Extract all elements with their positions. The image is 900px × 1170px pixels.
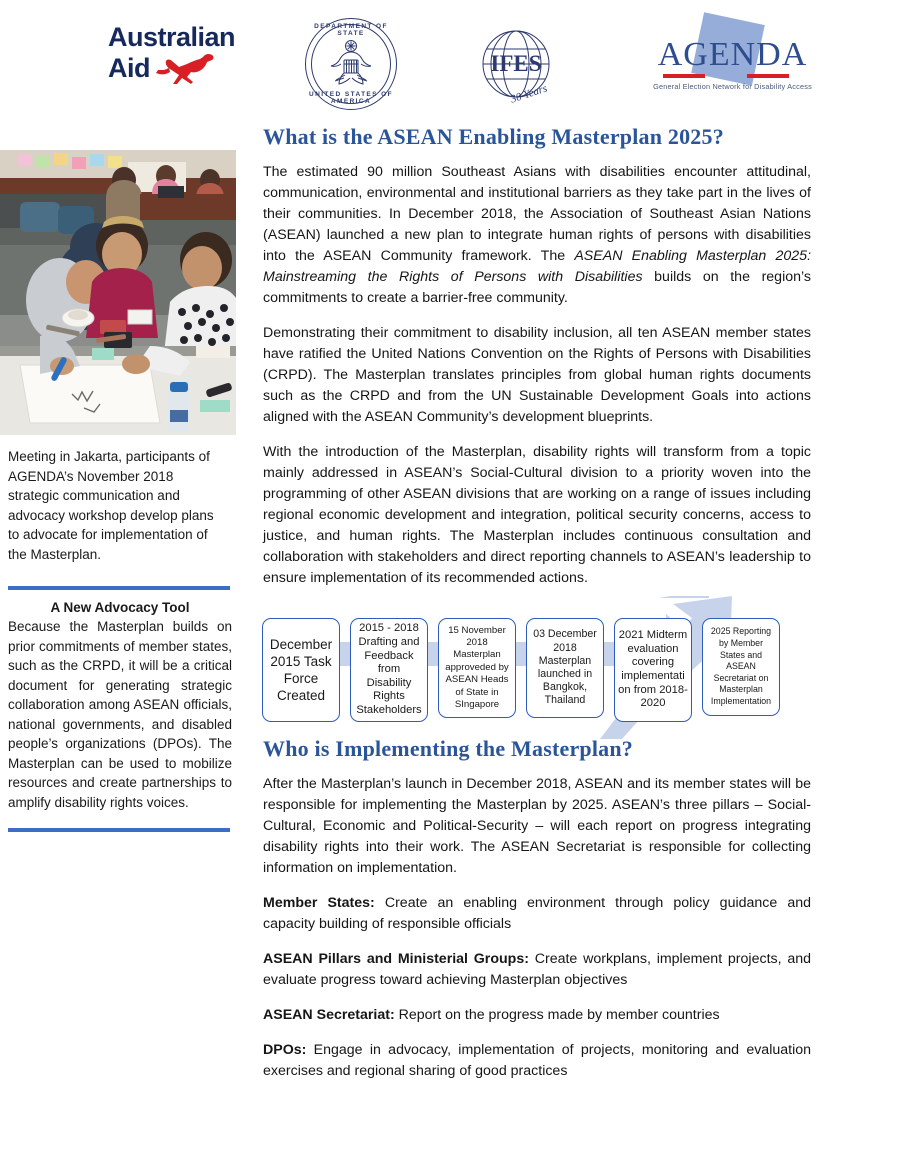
timeline-step-4-text: 03 December 2018 Masterplan launched in Bangkok, Thailand [533, 628, 597, 707]
role-dpos-text: Engage in advocacy, implementation of projects, monitoring and evaluation exercises and regional sharing of good practices [263, 1042, 811, 1079]
role-asean-pillars-label: ASEAN Pillars and Ministerial Groups: [263, 951, 529, 967]
timeline-step-5 [614, 618, 692, 722]
australian-aid-line2: Aid [108, 52, 150, 83]
role-asean-secretariat [263, 1005, 811, 1026]
main-content-lower [263, 736, 811, 1082]
p1-italic-title: ASEAN Enabling Masterplan 2025: Mainstreaming the Rights of Persons with Disabilities [263, 248, 812, 285]
agenda-red-bar-right [747, 74, 789, 78]
sidebar-body-text: Because the Masterplan builds on prior commitments of member states, such as the CRPD, it will be a critical document for generating strategic collaboration among ASEAN officials, national governments, and disabled people’s organizations (DPOs). The Masterplan can be used to mobilize resources and create partnerships to amplify disability rights voices. [8, 619, 232, 810]
kangaroo-icon [156, 51, 218, 85]
timeline-step-2 [350, 618, 428, 722]
role-dpos [263, 1040, 811, 1082]
timeline-step-2-text: 2015 - 2018 Drafting and Feedback from Disability Rights Stakeholders [356, 622, 422, 716]
role-asean-pillars-text: Create workplans, implement projects, and evaluate progress toward achieving Masterplan objectives [263, 951, 811, 988]
role-member-states-text: Create an enabling environment through policy guidance and capacity building of responsible officials [263, 895, 811, 932]
timeline-step-6 [702, 618, 780, 716]
eagle-seal-icon [305, 18, 397, 110]
timeline-step-6-text: 2025 Reporting by Member States and ASEAN Secretariat on Masterplan Implementation [710, 626, 772, 706]
timeline-step-1-text: December 2015 Task Force Created [269, 637, 333, 703]
p1-part-a: The estimated 90 million Southeast Asians with disabilities encounter attitudinal, communication, environmental and institutional barriers as they take part in the lives of their communities. In December 2018, the Association of Southeast Asian Nations (ASEAN) launched a new plan to integrate human rights of persons with disabilities into the ASEAN Community framework. The [263, 164, 811, 264]
sidebar-heading: A New Advocacy Tool [50, 600, 190, 615]
timeline-step-5-text: 2021 Midterm evaluation covering implementati on from 2018-2020 [618, 629, 688, 710]
ifes-letters: IFES [490, 51, 542, 77]
workshop-photo [0, 150, 236, 435]
timeline-step-4 [526, 618, 604, 718]
p1-part-b: builds on the region’s commitments to create a barrier-free community. [263, 269, 811, 306]
section-1-heading: What is the ASEAN Enabling Masterplan 2025? [263, 124, 724, 149]
ifes-anniversary: 30 Years [509, 82, 549, 106]
section-2-heading: Who is Implementing the Masterplan? [263, 736, 633, 761]
agenda-wordmark: AGENDA [657, 36, 808, 73]
photo-caption: Meeting in Jakarta, participants of AGENDA’s November 2018 strategic communication and advocacy workshop develop plans to advocate for implementation of the Masterplan. [8, 449, 214, 562]
agenda-red-bar-left [663, 74, 705, 78]
sidebar-bottom-rule [8, 828, 230, 832]
agenda-logo [645, 22, 820, 102]
ifes-logo [470, 18, 580, 110]
australian-aid-logo [108, 24, 268, 85]
role-member-states [263, 893, 811, 935]
agenda-tagline: General Election Network for Disability Access [653, 82, 812, 91]
australian-aid-line1: Australian [108, 22, 236, 52]
globe-icon [470, 18, 562, 110]
timeline-steps [262, 618, 780, 722]
section-1-paragraph-2: Demonstrating their commitment to disability inclusion, all ten ASEAN member states have ratified the United Nations Convention on the Rights of Persons with Disabilities (CRPD). The Masterplan translates principles from global human rights documents such as the CRPD and from the UN Sustainable Development Goals into actions aligned with the ASEAN Community’s development blueprints. [263, 325, 811, 425]
timeline-step-3-text: 15 November 2018 Masterplan approveded by ASEAN Heads of State in SIngapore [445, 624, 509, 711]
seal-top-text: DEPARTMENT OF STATE [314, 23, 388, 37]
role-member-states-label: Member States: [263, 895, 375, 911]
role-asean-pillars [263, 949, 811, 991]
section-2-paragraph-1: After the Masterplan’s launch in December 2018, ASEAN and its member states will be responsible for implementing the Masterplan by 2025. ASEAN’s three pillars – Social-Cultural, Economic and Political-Security – will each report on progress integrating disability rights into their work. The ASEAN Secretariat is responsible for collecting information on implementation. [263, 776, 811, 876]
section-1-paragraph-3: With the introduction of the Masterplan, disability rights will transform from a topic mainly addressed in ASEAN’s Social-Cultural division to a priority woven into the programming of other ASEAN divisions that are working on a range of issues including regional economic development and integration, political security concerns, access to justice, and human rights. The Masterplan includes continuous consultation and collaboration with stakeholders and direct reporting channels to ASEAN’s leadership to ensure implementation of its recommended actions. [263, 444, 811, 586]
main-content [263, 124, 811, 589]
timeline-step-1 [262, 618, 340, 722]
timeline-step-3 [438, 618, 516, 718]
masterplan-timeline [262, 596, 828, 741]
role-dpos-label: DPOs: [263, 1042, 307, 1058]
role-asean-secretariat-text: Report on the progress made by member countries [394, 1007, 720, 1023]
us-department-of-state-logo [305, 18, 415, 110]
sidebar-top-rule [8, 586, 230, 590]
seal-bottom-text: UNITED STATES OF AMERICA [309, 91, 393, 105]
section-1-paragraph-1 [263, 162, 811, 309]
role-asean-secretariat-label: ASEAN Secretariat: [263, 1007, 395, 1023]
logo-bar [0, 0, 900, 120]
left-column [0, 150, 236, 832]
